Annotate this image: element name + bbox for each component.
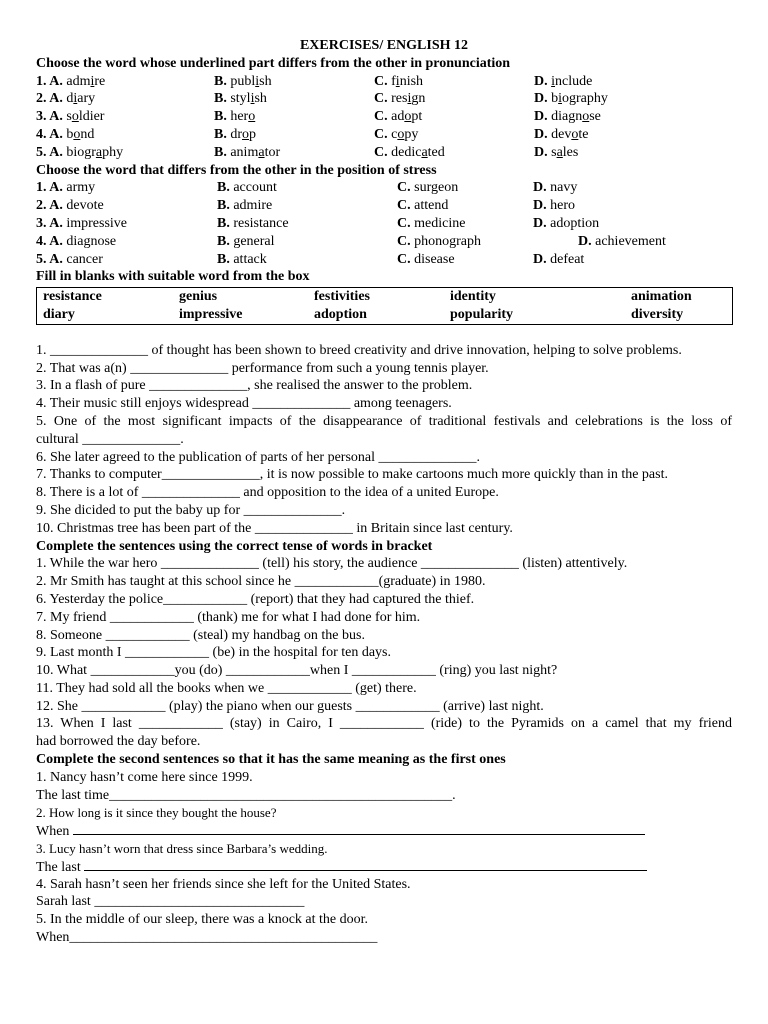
section5-heading: Complete the second sentences so that it has the same meaning as the first ones [36, 752, 506, 768]
option-letter: C. [397, 198, 411, 214]
answer-option [533, 251, 584, 269]
underlined-letters: i [73, 91, 78, 107]
rewrite-answer [36, 858, 732, 876]
rewrite-answer: When____________________________________________ [36, 930, 378, 946]
question-number: 2. [36, 198, 50, 214]
option-word-start: biogr [62, 144, 96, 160]
option-word-end: les [562, 144, 579, 160]
option-letter: D. [534, 126, 548, 142]
answer-option [534, 126, 588, 144]
word-box-item: resistance [43, 289, 102, 305]
option-word-start: s [547, 144, 557, 160]
answer-option [533, 215, 599, 233]
fill-sentence-continued: cultural ______________. [36, 431, 184, 447]
option-word: general [229, 233, 275, 249]
option-word-end: pt [411, 109, 423, 125]
option-word: hero [546, 198, 576, 214]
option-word: cancer [62, 251, 103, 267]
section4-heading: Complete the sentences using the correct tense of words in bracket [36, 538, 433, 554]
option-letter: C. [397, 180, 411, 196]
word-box-item: adoption [314, 306, 367, 322]
section1-questions [36, 73, 732, 162]
answer-option [36, 73, 105, 91]
fill-sentence: 2. That was a(n) ______________ performance from such a young tennis player. [36, 360, 489, 376]
option-letter: A. [49, 215, 63, 231]
answer-prefix: When [36, 824, 70, 840]
underlined-letters: i [558, 91, 563, 107]
answer-option [36, 126, 94, 144]
fill-sentence: 4. Their music still enjoys widespread ______________ among teenagers. [36, 396, 452, 412]
answer-option [374, 126, 418, 144]
question-number: 5. [36, 251, 50, 267]
answer-option [36, 179, 95, 197]
option-word-start: f [387, 73, 396, 89]
rewrite-sentence: 2. How long is it since they bought the house? [36, 805, 277, 821]
option-letter: D. [533, 251, 547, 267]
fill-sentence: 10. Christmas tree has been part of the ______________ in Britain since last century. [36, 520, 513, 536]
answer-option [36, 233, 116, 251]
option-word-end: ary [77, 91, 96, 107]
option-word-end: sh [254, 91, 267, 107]
question-number: 4. [36, 126, 50, 142]
option-letter: B. [217, 198, 230, 214]
option-letter: B. [214, 91, 227, 107]
option-word-start: c [387, 126, 398, 142]
question-number: 2. [36, 91, 50, 107]
option-letter: B. [217, 233, 230, 249]
option-letter: D. [534, 91, 548, 107]
option-word-start: ad [387, 109, 405, 125]
option-word-start: diagn [547, 109, 583, 125]
option-word-start: styl [226, 91, 251, 107]
word-box-item: animation [631, 289, 692, 305]
underlined-letters: o [582, 109, 590, 125]
answer-option [533, 179, 577, 197]
underlined-letters: a [95, 144, 103, 160]
option-letter: D. [533, 198, 547, 214]
tense-sentence: 10. What ____________you (do) ____________when I ____________ (ring) you last night? [36, 663, 558, 679]
option-letter: D. [534, 73, 548, 89]
worksheet [36, 37, 732, 947]
answer-option [217, 197, 272, 215]
answer-option [217, 179, 277, 197]
option-letter: A. [49, 180, 63, 196]
option-letter: A. [49, 233, 63, 249]
answer-option [36, 144, 123, 162]
option-word-start: adm [62, 73, 91, 89]
answer-option [214, 126, 256, 144]
option-word-start: publ [226, 73, 256, 89]
option-word-end: re [94, 73, 106, 89]
question-number: 1. [36, 180, 50, 196]
answer-option [217, 233, 275, 251]
option-letter: A. [49, 73, 63, 89]
option-letter: D. [578, 233, 592, 249]
rewrite-answer [36, 822, 732, 840]
option-letter: C. [397, 251, 411, 267]
option-word: navy [546, 180, 578, 196]
answer-option [217, 215, 289, 233]
fill-sentence: 3. In a flash of pure ______________, she realised the answer to the problem. [36, 378, 473, 394]
word-box-item: identity [450, 289, 496, 305]
option-letter: A. [49, 251, 63, 267]
option-word-end: sh [259, 73, 272, 89]
answer-option [578, 233, 666, 251]
option-letter: C. [397, 233, 411, 249]
option-word-end: se [589, 109, 601, 125]
underlined-letters: i [90, 73, 95, 89]
option-word-start: her [226, 109, 249, 125]
option-word-start: d [62, 91, 74, 107]
answer-option [36, 108, 104, 126]
answer-option [533, 197, 575, 215]
underlined-letters: i [407, 91, 412, 107]
underlined-letters: i [250, 91, 255, 107]
stress-question [36, 215, 732, 233]
option-letter: A. [49, 126, 63, 142]
pronunciation-question [36, 73, 732, 91]
tense-sentence: 13. When I last ____________ (stay) in Cairo, I ____________ (ride) to the Pyramids on a camel that my friend [36, 716, 732, 732]
underlined-letters: o [571, 126, 579, 142]
tense-sentence: 8. Someone ____________ (steal) my handbag on the bus. [36, 627, 365, 643]
option-letter: B. [214, 144, 227, 160]
rewrite-answer: Sarah last ______________________________ [36, 894, 305, 910]
option-word: admire [229, 198, 273, 214]
option-word-end: py [404, 126, 419, 142]
option-letter: A. [49, 91, 63, 107]
option-word-start: s [62, 109, 72, 125]
answer-option [214, 108, 255, 126]
answer-option [214, 144, 280, 162]
answer-option [36, 251, 103, 269]
option-word-end: te [578, 126, 589, 142]
option-letter: C. [374, 73, 388, 89]
underlined-letters: o [71, 109, 79, 125]
option-letter: D. [534, 109, 548, 125]
pronunciation-question [36, 90, 732, 108]
underlined-letters: a [258, 144, 265, 160]
answer-option [534, 108, 601, 126]
answer-option [36, 215, 127, 233]
stress-question [36, 251, 732, 269]
tense-sentence: 7. My friend ____________ (thank) me for what I had done for him. [36, 609, 421, 625]
answer-option [214, 90, 267, 108]
answer-option [397, 251, 455, 269]
answer-option [534, 73, 592, 91]
option-word-end: nish [399, 73, 424, 89]
answer-prefix: The last [36, 859, 81, 875]
option-word: resistance [229, 215, 289, 231]
answer-option [217, 251, 267, 269]
section2-questions [36, 179, 732, 268]
option-letter: C. [374, 126, 388, 142]
tense-sentence: 6. Yesterday the police____________ (report) that they had captured the thief. [36, 591, 475, 607]
option-word-start: b [547, 91, 559, 107]
option-letter: D. [533, 215, 547, 231]
stress-question [36, 233, 732, 251]
rewrite-sentence: 3. Lucy hasn’t worn that dress since Barbara’s wedding. [36, 841, 328, 857]
option-word: army [62, 180, 96, 196]
underlined-letters: o [397, 126, 405, 142]
answer-option [534, 144, 578, 162]
option-letter: B. [217, 180, 230, 196]
option-word: phonograph [410, 233, 482, 249]
word-box-item: impressive [179, 306, 243, 322]
question-number: 4. [36, 233, 50, 249]
option-word: devote [62, 198, 104, 214]
option-letter: C. [397, 215, 411, 231]
option-word: account [229, 180, 277, 196]
underlined-letters: a [556, 144, 563, 160]
answer-option [374, 90, 425, 108]
option-word-end: nd [80, 126, 95, 142]
option-word: adoption [546, 215, 600, 231]
underlined-letters: o [248, 109, 256, 125]
pronunciation-question [36, 108, 732, 126]
answer-option [36, 197, 104, 215]
underlined-letters: i [551, 73, 556, 89]
underlined-letters: a [421, 144, 428, 160]
answer-option [534, 90, 608, 108]
rewrite-sentence: 5. In the middle of our sleep, there was a knock at the door. [36, 912, 369, 928]
word-box-item: diversity [631, 306, 684, 322]
option-letter: B. [217, 215, 230, 231]
word-box-item: festivities [314, 289, 370, 305]
option-word-end: phy [102, 144, 124, 160]
option-word-end: p [249, 126, 257, 142]
option-word: diagnose [62, 233, 117, 249]
answer-option [374, 108, 422, 126]
option-word: medicine [410, 215, 466, 231]
option-word: achievement [591, 233, 666, 249]
underlined-letters: i [395, 73, 400, 89]
option-word-end: nclude [555, 73, 593, 89]
question-number: 3. [36, 215, 50, 231]
option-word: surgeon [410, 180, 459, 196]
answer-option [397, 179, 458, 197]
rewrite-sentence: 4. Sarah hasn’t seen her friends since she left for the United States. [36, 876, 411, 892]
tense-sentence: 12. She ____________ (play) the piano when our guests ____________ (arrive) last night. [36, 698, 544, 714]
pronunciation-question [36, 144, 732, 162]
section3-heading: Fill in blanks with suitable word from the box [36, 269, 310, 285]
option-letter: A. [49, 198, 63, 214]
option-word-end: ldier [78, 109, 105, 125]
option-word: attack [229, 251, 267, 267]
section2-heading: Choose the word that differs from the other in the position of stress [36, 162, 437, 178]
underlined-letters: o [73, 126, 81, 142]
option-letter: B. [214, 73, 227, 89]
option-word-start: dev [547, 126, 572, 142]
option-word-start: dedic [387, 144, 422, 160]
option-word-end: ted [427, 144, 445, 160]
tense-sentence: 1. While the war hero ______________ (tell) his story, the audience ______________ (listen) attentively. [36, 556, 628, 572]
word-box-item: popularity [450, 306, 514, 322]
option-word: disease [410, 251, 455, 267]
stress-question [36, 197, 732, 215]
word-box-item: diary [43, 306, 75, 322]
rewrite-sentence: 1. Nancy hasn’t come here since 1999. [36, 769, 253, 785]
option-letter: A. [49, 109, 63, 125]
option-word: attend [410, 198, 449, 214]
option-letter: D. [534, 144, 548, 160]
tense-sentence: 11. They had sold all the books when we ____________ (get) there. [36, 680, 417, 696]
option-word-start: res [387, 91, 408, 107]
option-word: impressive [62, 215, 128, 231]
word-box-item: genius [179, 289, 218, 305]
underlined-letters: i [255, 73, 260, 89]
option-word-start: dr [226, 126, 243, 142]
option-word-end: ography [562, 91, 608, 107]
rewrite-answer: The last time_________________________________________________. [36, 787, 456, 803]
option-word-start: b [62, 126, 74, 142]
underlined-letters: o [404, 109, 412, 125]
tense-sentence-continued: had borrowed the day before. [36, 734, 201, 750]
answer-option [374, 144, 445, 162]
word-box [36, 287, 733, 325]
option-letter: A. [49, 144, 63, 160]
fill-sentence: 8. There is a lot of ______________ and opposition to the idea of a united Europe. [36, 485, 499, 501]
option-word-start: anim [226, 144, 259, 160]
question-number: 5. [36, 144, 50, 160]
answer-option [397, 233, 481, 251]
tense-sentence: 2. Mr Smith has taught at this school since he ____________(graduate) in 1980. [36, 574, 486, 590]
pronunciation-question [36, 126, 732, 144]
word-box-row [43, 306, 732, 324]
answer-option [374, 73, 423, 91]
option-letter: C. [374, 91, 388, 107]
fill-sentence: 6. She later agreed to the publication of parts of her personal ______________. [36, 449, 480, 465]
worksheet-title: EXERCISES/ ENGLISH 12 [299, 38, 469, 53]
underlined-letters: o [242, 126, 250, 142]
answer-option [397, 215, 465, 233]
question-number: 1. [36, 73, 50, 89]
fill-sentence: 7. Thanks to computer______________, it is now possible to make cartoons much more quickly than in the past. [36, 467, 668, 483]
question-number: 3. [36, 109, 50, 125]
answer-option [36, 90, 95, 108]
option-word-end: tor [264, 144, 281, 160]
tense-sentence: 9. Last month I ____________ (be) in the hospital for ten days. [36, 645, 391, 661]
option-letter: B. [217, 251, 230, 267]
answer-line [84, 858, 647, 871]
fill-sentence: 1. ______________ of thought has been shown to breed creativity and drive innovation, helping to solve problems. [36, 342, 682, 358]
option-word: defeat [546, 251, 585, 267]
fill-sentence: 5. One of the most significant impacts of the disappearance of traditional festivals and celebrations is the loss of [36, 413, 732, 429]
word-box-row [43, 288, 732, 306]
option-word-end: gn [411, 91, 426, 107]
section1-heading: Choose the word whose underlined part differs from the other in pronunciation [36, 55, 511, 71]
option-letter: C. [374, 109, 388, 125]
answer-option [397, 197, 448, 215]
stress-question [36, 179, 732, 197]
option-letter: B. [214, 109, 227, 125]
option-letter: D. [533, 180, 547, 196]
answer-option [214, 73, 272, 91]
fill-sentence: 9. She dicided to put the baby up for ______________. [36, 502, 346, 518]
answer-line [73, 822, 645, 835]
option-letter: C. [374, 144, 388, 160]
option-letter: B. [214, 126, 227, 142]
